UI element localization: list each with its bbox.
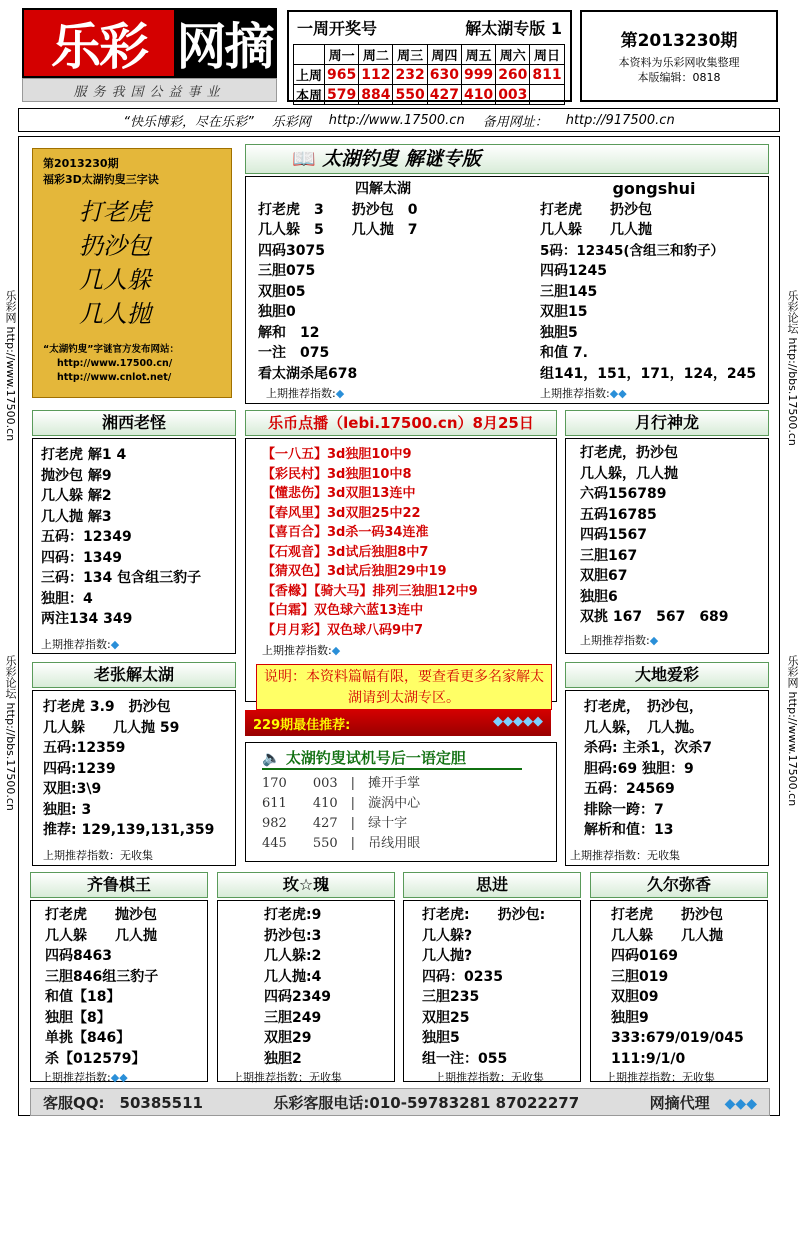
slogan: 服务我国公益事业 bbox=[22, 78, 277, 102]
list-item: 170 003 | 摊开手掌 bbox=[262, 776, 421, 791]
je-header: 久尔弥香 bbox=[590, 872, 768, 898]
sj-panel: 打老虎: 扔沙包: 几人躲? 几人抛? 四码：0235 三胆235 双胆25 独胆5 组一注：055 上期推荐指数：无收集 bbox=[403, 900, 581, 1082]
gold-link-1[interactable]: http://www.17500.cn/ bbox=[57, 358, 173, 369]
taihu-panel: 四解太湖 打老虎 3 扔沙包 0 几人躲 5 几人抛 7 四码3075 三胆075 双胆05 独胆0 解和 12 一注 075 看太湖杀尾678 gongshui 打老虎 扔沙包 几人躲 几人抛 5码：12345(含组三和豹子） 四码1245 三胆145 双胆15 独胆5 和值 7. 组141，151，171，124，245 上期推荐指数:◆ 上期推荐指数:◆◆ bbox=[245, 176, 769, 404]
table-row: 本周 579 884 550 427 410 003 bbox=[294, 85, 565, 105]
lebi-header: 乐币点播（lebi.17500.cn）8月25日 bbox=[245, 410, 557, 436]
speaker-icon: 🔈 bbox=[262, 749, 286, 767]
list-item: 982 427 | 绿十字 bbox=[262, 816, 408, 831]
yx-panel: 打老虎，扔沙包 几人躲，几人抛 六码156789 五码16785 四码1567 三胆167 双胆67 独胆6 双挑 167 567 689 上期推荐指数:◆ bbox=[565, 438, 769, 654]
dd-header: 大地爱彩 bbox=[565, 662, 769, 688]
url-bar: “快乐博彩，尽在乐彩” 乐彩网 http://www.17500.cn 备用网址： http://917500.cn bbox=[18, 108, 780, 132]
dd-panel: 打老虎， 扔沙包， 几人躲， 几人抛。 杀码: 主杀1，次杀7 胆码:69 独胆：9 五码：24569 排除一跨：7 解析和值：13 上期推荐指数：无收集 bbox=[565, 690, 769, 866]
book-icon: 📖 bbox=[292, 148, 323, 170]
mg-panel: 打老虎:9 扔沙包:3 几人躲:2 几人抛:4 四码2349 三胆249 双胆29 独胆2 上期推荐指数：无收集 bbox=[217, 900, 395, 1082]
ql-header: 齐鲁棋王 bbox=[30, 872, 208, 898]
logo-part1: 乐彩 bbox=[24, 10, 174, 76]
lebi-panel: 【一八五】3d独胆10中9 【彩民村】3d独胆10中8 【懂悲伤】3d双胆13连中 【春风里】3d双胆25中22 【喜百合】3d杀一码34连准 【石观音】3d试后独胆8中7 【猜双色】3d试后独胆29中19 【香橼】【骑大马】排列三独胆12中9 【白霜】双色球六蓝13连中 【月月彩】双色球八码9中7 上期推荐指数:◆ 说明：本资料篇幅有限，要查看更多名家解太湖请到太湖专区。 bbox=[245, 438, 557, 702]
list-item: 445 550 | 吊线用眼 bbox=[262, 836, 421, 851]
side-right-1: 乐彩论坛 http://bbs.17500.cn bbox=[786, 290, 799, 446]
list-item: 611 410 | 漩涡中心 bbox=[262, 796, 421, 811]
yx-header: 月行神龙 bbox=[565, 410, 769, 436]
draw-table: 周一 周二 周三 周四 周五 周六 周日 上周 965 112 232 630 999 260 811 本周 579 884 550 427 410 003 bbox=[293, 44, 565, 105]
sj-header: 思进 bbox=[403, 872, 581, 898]
issue-title: 第2013230期 bbox=[620, 31, 738, 51]
xx-header: 湘西老怪 bbox=[32, 410, 236, 436]
je-panel: 打老虎 扔沙包 几人躲 几人抛 四码0169 三胆019 双胆09 独胆9 333:679/019/045 111:9/1/0 上期推荐指数：无收集 bbox=[590, 900, 768, 1082]
side-left-2: 乐彩论坛 http://bbs.17500.cn bbox=[4, 655, 17, 811]
lz-panel: 打老虎 3.9 扔沙包 几人躲 几人抛 59 五码:12359 四码:1239 双胆:3\9 独胆: 3 推荐: 129,139,131,359 上期推荐指数：无收集 bbox=[32, 690, 236, 866]
side-left-1: 乐彩网 http://www.17500.cn bbox=[4, 290, 17, 442]
taihu-verse-card: 第2013230期 福彩3D太湖钓叟三字诀 打老虎 扔沙包 几人躲 几人抛 “太湖钓叟”字谜官方发布网站： http://www.17500.cn/ http://www.cnlot.net/ bbox=[32, 148, 232, 398]
gold-link-2[interactable]: http://www.cnlot.net/ bbox=[57, 372, 172, 383]
test-panel: 🔈 太湖钓叟试机号后一语定胆 170 003 | 摊开手掌 611 410 | 漩涡中心 982 427 | 绿十字 445 550 | 吊线用眼 bbox=[245, 742, 557, 862]
mg-header: 玫☆瑰 bbox=[217, 872, 395, 898]
draw-title: 一周开奖号 bbox=[297, 18, 378, 38]
best-bar: 229期最佳推荐: ◆◆◆◆◆ bbox=[245, 710, 551, 736]
backup-link[interactable]: http://917500.cn bbox=[565, 112, 675, 128]
table-row: 上周 965 112 232 630 999 260 811 bbox=[294, 65, 565, 85]
draw-results bbox=[287, 10, 572, 102]
side-right-2: 乐彩网 http://www.17500.cn bbox=[786, 655, 799, 807]
taihu-header: 📖 太湖钓叟 解谜专版 bbox=[245, 144, 769, 174]
ql-panel: 打老虎 抛沙包 几人躲 几人抛 四码8463 三胆846组三豹子 和值【18】 独胆【8】 单挑【846】 杀【012579】 上期推荐指数:◆◆ bbox=[30, 900, 208, 1082]
logo bbox=[22, 8, 277, 78]
lebi-note: 说明：本资料篇幅有限，要查看更多名家解太湖请到太湖专区。 bbox=[256, 664, 552, 710]
site-link[interactable]: http://www.17500.cn bbox=[328, 112, 465, 128]
footer-bar: 客服QQ: 50385511 乐彩客服电话:010-59783281 87022277 网摘代理 ◆◆◆ bbox=[30, 1088, 770, 1116]
logo-part2: 网摘 bbox=[174, 10, 275, 76]
lz-header: 老张解太湖 bbox=[32, 662, 236, 688]
issue-box: 第2013230期 本资料为乐彩网收集整理 本版编辑：0818 bbox=[580, 10, 778, 102]
xx-panel: 打老虎 解1 4 抛沙包 解9 几人躲 解2 几人抛 解3 五码：12349 四码：1349 三码：134 包含组三豹子 独胆：4 两注134 349 上期推荐指数:◆ bbox=[32, 438, 236, 654]
draw-edition: 解太湖专版 1 bbox=[465, 18, 562, 38]
